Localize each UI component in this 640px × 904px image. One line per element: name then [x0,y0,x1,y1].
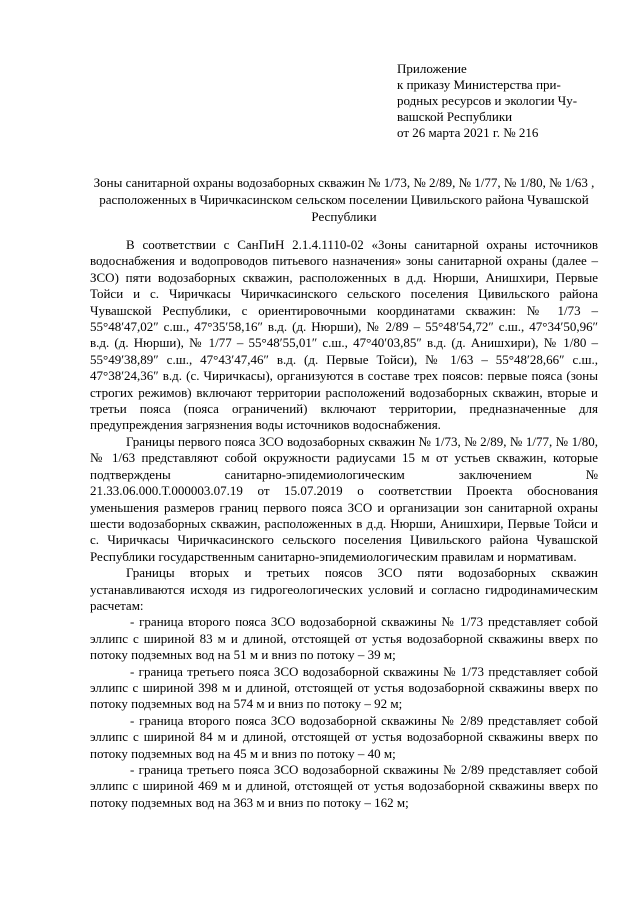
list-item: - граница второго пояса ЗСО водозаборной скважины № 2/89 представляет собой эллипс с шириной 84 м и длиной, отстоящей от устья водозаборной скважины вверх по потоку подземных вод на 45 м и вниз по потоку – 40 м; [90,712,598,761]
appendix-line: Приложение [397,61,467,76]
body-paragraph: В соответствии с СанПиН 2.1.4.1110-02 «Зоны санитарной охраны источников водоснабжения и водопроводов питьевого назначения» зоны санитарной охраны (далее – ЗСО) пяти водозаборных скважин, расположенных в д.д. Нюрши, Анишхири, Первые Тойси и с. Чиричкасы Чиричкасинского сельского поселения Цивильского района Чувашской Республики, с ориентировочными координатами скважин: № 1/73 – 55°48′47,02″ с.ш., 47°35′58,16″ в.д. (д. Нюрши), № 2/89 – 55°48′54,72″ с.ш., 47°34′50,96″ в.д. (д. Нюрши), № 1/77 – 55°48′55,01″ с.ш., 47°40′03,85″ в.д. (д. Анишхири), № 1/80 – 55°49′38,89″ с.ш., 47°43′47,46″ в.д. (д. Первые Тойси), № 1/63 – 55°48′28,66″ с.ш., 47°38′24,36″ в.д. (с. Чиричкасы), организуются в составе трех поясов: первые пояса (зоны строгих режимов) включают территории расположений водозаборных скважин, вторые и третьи пояса (пояса ограничений) включают территории, предназначенные для предупреждения загрязнения воды источников водоснабжения. [90,237,598,433]
appendix-block [397,61,617,141]
appendix-line: от 26 марта 2021 г. № 216 [397,125,539,140]
appendix-line: к приказу Министерства при- [397,77,561,92]
document-title: Зоны санитарной охраны водозаборных скважин № 1/73, № 2/89, № 1/77, № 1/80, № 1/63 , расположенных в Чиричкасинском сельском поселении Цивильского района Чувашской Республики [93,175,595,224]
appendix-line: вашской Республики [397,109,513,124]
document-body [90,237,598,811]
appendix-line: родных ресурсов и экологии Чу- [397,93,578,108]
body-paragraph: Границы вторых и третьих поясов ЗСО пяти водозаборных скважин устанавливаются исходя из гидрогеологических условий и согласно гидродинамическим расчетам: [90,565,598,613]
list-item: - граница второго пояса ЗСО водозаборной скважины № 1/73 представляет собой эллипс с шириной 83 м и длиной, отстоящей от устья водозаборной скважины вверх по потоку подземных вод на 51 м и вниз по потоку – 39 м; [90,614,598,663]
list-item: - граница третьего пояса ЗСО водозаборной скважины № 1/73 представляет собой эллипс с шириной 398 м и длиной, отстоящей от устья водозаборной скважины вверх по потоку подземных вод на 574 м и вниз по потоку – 92 м; [90,663,598,712]
list-item: - граница третьего пояса ЗСО водозаборной скважины № 2/89 представляет собой эллипс с шириной 469 м и длиной, отстоящей от устья водозаборной скважины вверх по потоку подземных вод на 363 м и вниз по потоку – 162 м; [90,762,598,810]
body-paragraph: Границы первого пояса ЗСО водозаборных скважин № 1/73, № 2/89, № 1/77, № 1/80, № 1/63 представляют собой окружности радиусами 15 м от устьев скважин, которые подтверждены санитарно-эпидемиологическим заключением № 21.33.06.000.Т.000003.07.19 от 15.07.2019 о соответствии Проекта обоснования уменьшения размеров границ первого пояса ЗСО и организации зон санитарной охраны шести водозаборных скважин, расположенных в д.д. Нюрши, Анишхири, Первые Тойси и с. Чиричкасы Чиричкасинского сельского поселения Цивильского района Чувашской Республики государственным санитарно-эпидемиологическим правилам и нормативам. [90,433,598,564]
